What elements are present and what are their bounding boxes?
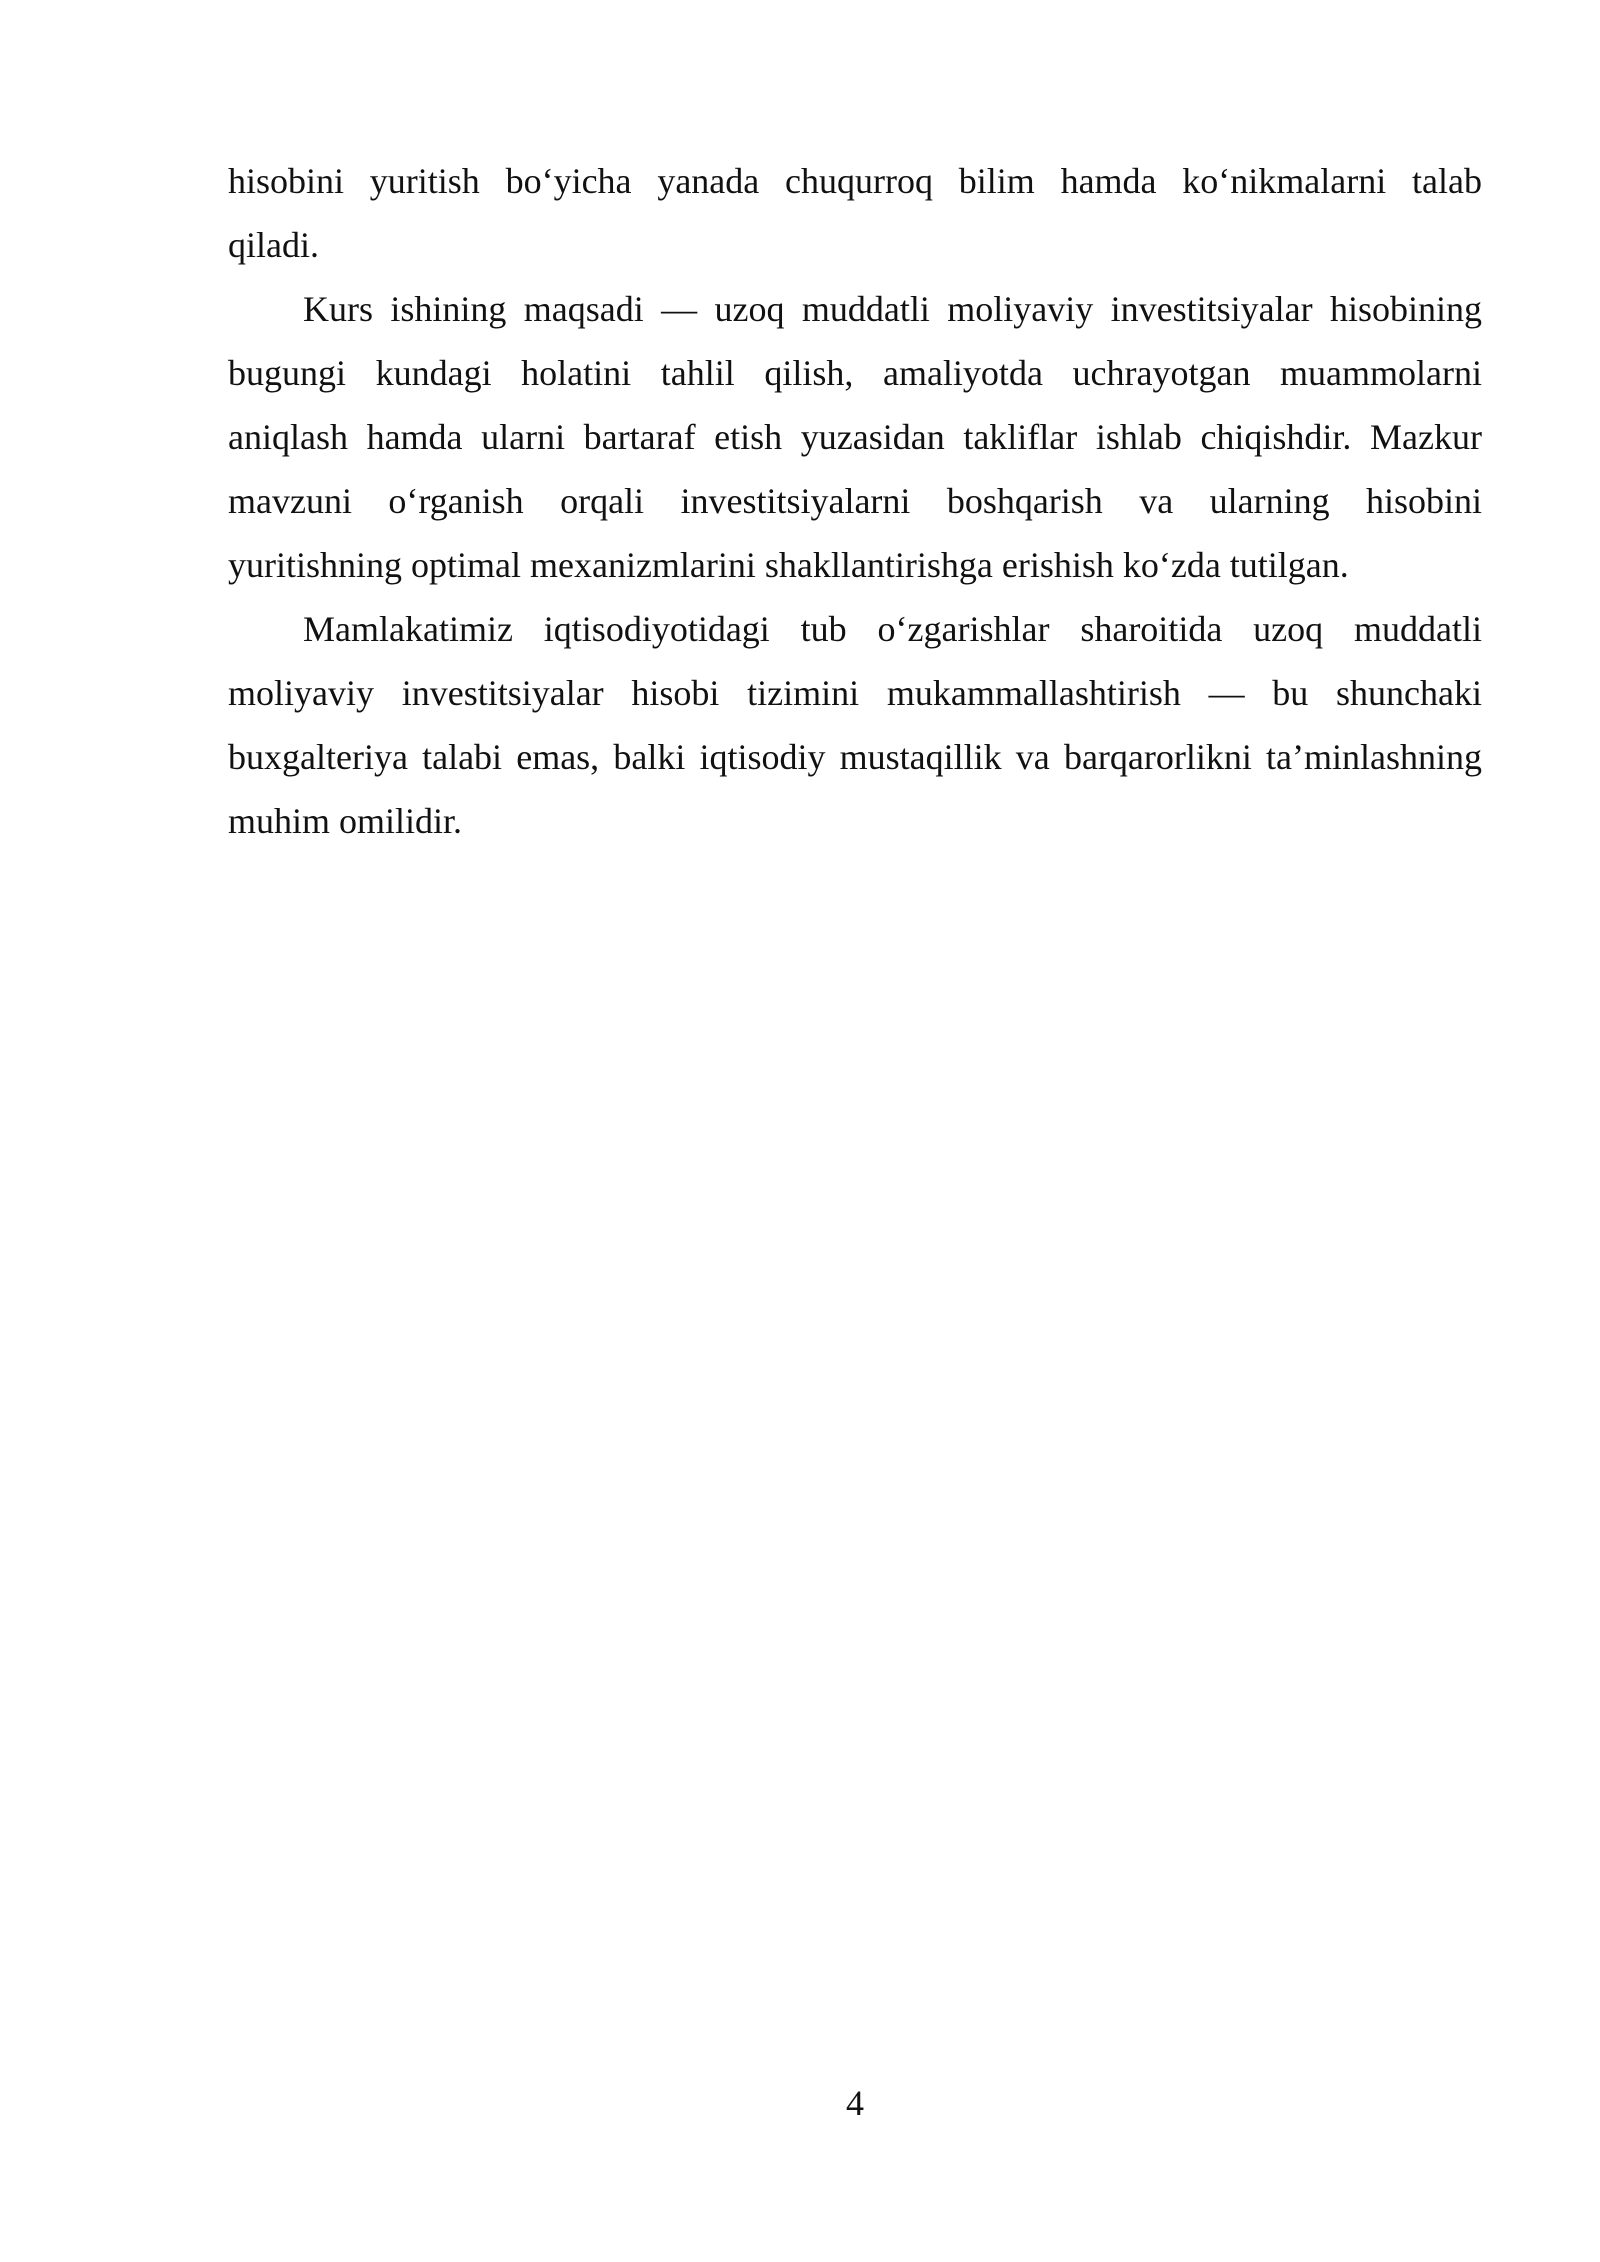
page-number: 4 (846, 2083, 864, 2123)
text-line: Mamlakatimiz iqtisodiyotidagi tub o‘zgarishlar sharoitida uzoq muddatli (303, 609, 1482, 649)
text-line: yuritishning optimal mexanizmlarini shakllantirishga erishish ko‘zda tutilgan. (228, 545, 1349, 585)
text-line: muhim omilidir. (228, 801, 463, 841)
text-line: Kurs ishining maqsadi — uzoq muddatli moliyaviy investitsiyalar hisobining (303, 289, 1482, 329)
text-line: moliyaviy investitsiyalar hisobi tizimini mukammallashtirish — bu shunchaki (228, 673, 1482, 713)
text-line: buxgalteriya talabi emas, balki iqtisodiy mustaqillik va barqarorlikni ta’minlashning (228, 737, 1482, 777)
text-line: qiladi. (228, 225, 319, 265)
text-line: bugungi kundagi holatini tahlil qilish, amaliyotda uchrayotgan muammolarni (228, 353, 1482, 393)
text-line: aniqlash hamda ularni bartaraf etish yuzasidan takliflar ishlab chiqishdir. Mazkur (228, 417, 1482, 457)
body-text (228, 149, 1482, 853)
text-line: mavzuni o‘rganish orqali investitsiyalarni boshqarish va ularning hisobini (228, 481, 1482, 521)
text-line: hisobini yuritish bo‘yicha yanada chuqurroq bilim hamda ko‘nikmalarni talab (228, 161, 1482, 201)
